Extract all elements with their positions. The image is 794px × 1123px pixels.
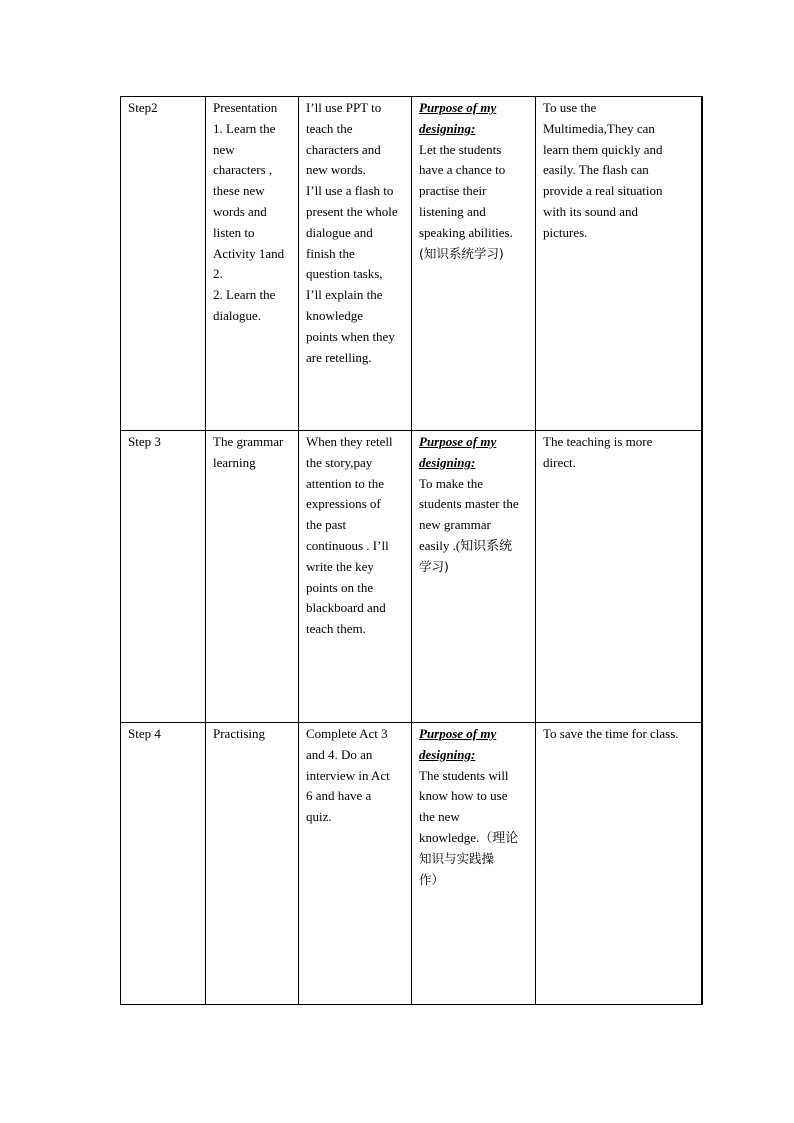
text-line: knowledge xyxy=(306,307,364,323)
table-row xyxy=(121,97,702,431)
text-line: characters and xyxy=(306,141,381,157)
text-line: speaking abilities. xyxy=(419,224,513,240)
content-cell xyxy=(206,723,299,1005)
purpose-heading: designing: xyxy=(419,454,476,470)
step-cell xyxy=(121,431,206,723)
text-line: provide a real situation xyxy=(543,183,663,199)
text-line: pictures. xyxy=(543,224,588,240)
text-line: learn them quickly and xyxy=(543,141,663,157)
text-line: 2. xyxy=(213,266,223,282)
text-line: new grammar xyxy=(419,517,491,533)
text-line: expressions of xyxy=(306,496,381,512)
text-line: points when they xyxy=(306,328,395,344)
teacher-activity-cell xyxy=(299,431,412,723)
text-line: easily .(知识系统 xyxy=(419,537,513,553)
text-line: words and xyxy=(213,203,267,219)
step-cell xyxy=(121,723,206,1005)
purpose-cell xyxy=(412,723,536,1005)
text-line: these new xyxy=(213,183,265,199)
text-line: To use the xyxy=(543,100,597,115)
text-line: teach the xyxy=(306,120,353,136)
text-line: the new xyxy=(419,809,460,825)
text-line: new xyxy=(213,141,235,157)
text-line: blackboard and xyxy=(306,600,386,616)
text-line: I’ll use PPT to xyxy=(306,100,382,115)
step-label: Step2 xyxy=(128,100,158,115)
text-line: 6 and have a xyxy=(306,788,372,804)
text-line: Let the students xyxy=(419,141,502,157)
content-cell xyxy=(206,97,299,431)
text-line: write the key xyxy=(306,558,374,574)
lesson-plan-table xyxy=(120,96,703,1005)
text-line: (知识系统学习) xyxy=(419,245,504,261)
step-cell xyxy=(121,97,206,431)
text-line: teach them. xyxy=(306,621,366,637)
text-line: quiz. xyxy=(306,809,332,825)
text-line: present the whole xyxy=(306,203,398,219)
text-line: attention to the xyxy=(306,475,384,491)
step-label: Step 4 xyxy=(128,726,161,741)
purpose-heading: designing: xyxy=(419,120,476,136)
text-line: the story,pay xyxy=(306,454,373,470)
text-line: the past xyxy=(306,517,347,533)
text-line: learning xyxy=(213,454,256,470)
text-line: To save the time for class. xyxy=(543,726,679,741)
text-line: 作） xyxy=(419,871,445,887)
text-line: I’ll use a flash to xyxy=(306,183,394,199)
purpose-heading: Purpose of my xyxy=(419,100,497,115)
text-line: dialogue. xyxy=(213,307,262,323)
text-line: 2. Learn the xyxy=(213,287,276,303)
text-line: The teaching is more xyxy=(543,434,653,449)
text-line: continuous . I’ll xyxy=(306,537,389,553)
text-line: and 4. Do an xyxy=(306,746,373,762)
text-line: Presentation xyxy=(213,100,278,115)
text-line: When they retell xyxy=(306,434,393,449)
text-line: 1. Learn the xyxy=(213,120,276,136)
reason-cell xyxy=(536,431,702,723)
table-row xyxy=(121,431,702,723)
text-line: 学习) xyxy=(419,558,449,574)
text-line: Practising xyxy=(213,726,265,741)
text-line: knowledge.（理论 xyxy=(419,829,519,845)
reason-cell xyxy=(536,97,702,431)
text-line: direct. xyxy=(543,454,576,470)
table-row xyxy=(121,723,702,1005)
text-line: listen to xyxy=(213,224,255,240)
purpose-cell xyxy=(412,97,536,431)
teacher-activity-cell xyxy=(299,97,412,431)
text-line: with its sound and xyxy=(543,203,638,219)
text-line: The grammar xyxy=(213,434,284,449)
text-line: points on the xyxy=(306,579,374,595)
text-line: listening and xyxy=(419,203,486,219)
teacher-activity-cell xyxy=(299,723,412,1005)
text-line: easily. The flash can xyxy=(543,162,649,178)
reason-cell xyxy=(536,723,702,1005)
text-line: finish the xyxy=(306,245,355,261)
text-line: are retelling. xyxy=(306,349,372,365)
text-line: The students will xyxy=(419,767,509,783)
text-line: Multimedia,They can xyxy=(543,120,655,136)
content-cell xyxy=(206,431,299,723)
text-line: Complete Act 3 xyxy=(306,726,388,741)
purpose-cell xyxy=(412,431,536,723)
text-line: I’ll explain the xyxy=(306,287,383,303)
text-line: have a chance to xyxy=(419,162,506,178)
text-line: interview in Act xyxy=(306,767,390,783)
purpose-heading: Purpose of my xyxy=(419,434,497,449)
text-line: 知识与实践操 xyxy=(419,850,495,866)
step-label: Step 3 xyxy=(128,434,161,449)
purpose-heading: designing: xyxy=(419,746,476,762)
text-line: Activity 1and xyxy=(213,245,285,261)
text-line: To make the xyxy=(419,475,484,491)
text-line: question tasks, xyxy=(306,266,383,282)
purpose-heading: Purpose of my xyxy=(419,726,497,741)
text-line: characters , xyxy=(213,162,273,178)
text-line: dialogue and xyxy=(306,224,373,240)
text-line: students master the xyxy=(419,496,519,512)
text-line: practise their xyxy=(419,183,487,199)
text-line: know how to use xyxy=(419,788,508,804)
text-line: new words. xyxy=(306,162,366,178)
